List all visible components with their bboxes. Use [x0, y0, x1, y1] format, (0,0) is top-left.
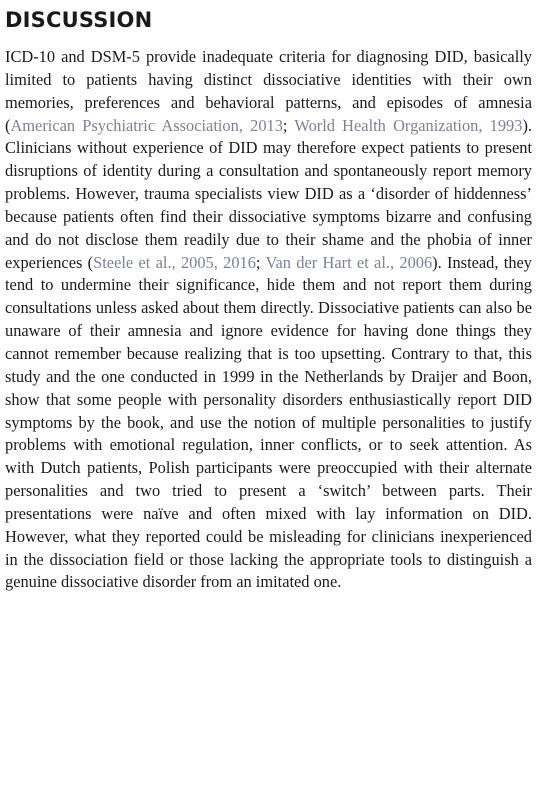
article-section — [5, 0, 532, 594]
paragraph-text: ; — [255, 252, 266, 272]
citation-link[interactable]: Steele et al., 2005, 2016 — [93, 252, 256, 272]
paragraph-text: ; — [282, 115, 295, 135]
paragraph-text: ). Instead, they tend to undermine their significance, hide them and not report them during consultations unless asked about them directly. Dissociative patients can also be unaware of their amnesia and ignore evidence for having done things they cannot remember because realizing that is too upsetting. Contrary to that, this study and the one conducted in 1999 in the Netherlands by Draijer and Boon, show that some people with personality disorders enthusiastically report DID symptoms by the book, and use the notion of multiple personalities to justify problems with emotional regulation, inner conflicts, or to seek attention. As with Dutch patients, Polish participants were preoccupied with their alternate personalities and two tried to present a ‘switch’ between parts. Their presentations were naïve and often mixed with lay information on DID. However, what they reported could be misleading for clinicians inexperienced in the dissociation field or those lacking the appropriate tools to distinguish a genuine dissociative disorder from an imitated one. — [5, 252, 532, 592]
discussion-paragraph — [5, 46, 532, 594]
paragraph-text: ). Clinicians without experience of DID may therefore expect patients to present disruptions of identity during a consultation and spontaneously report memory problems. However, trauma specialists view DID as a ‘disorder of hiddenness’ because patients often find their dissociative symptoms bizarre and confusing and do not disclose them readily due to their shame and the phobia of inner experiences ( — [5, 115, 532, 272]
citation-link[interactable]: World Health Organization, 1993 — [294, 115, 523, 135]
section-heading: DISCUSSION — [5, 8, 153, 32]
citation-link[interactable]: American Psychiatric Association, 2013 — [10, 115, 283, 135]
citation-link[interactable]: Van der Hart et al., 2006 — [265, 252, 433, 272]
paragraph-text: ICD-10 and DSM-5 provide inadequate criteria for diagnosing DID, basically limited to patients having distinct dissociative identities with their own memories, preferences and behavioral patterns, and episodes of amnesia ( — [5, 47, 532, 135]
